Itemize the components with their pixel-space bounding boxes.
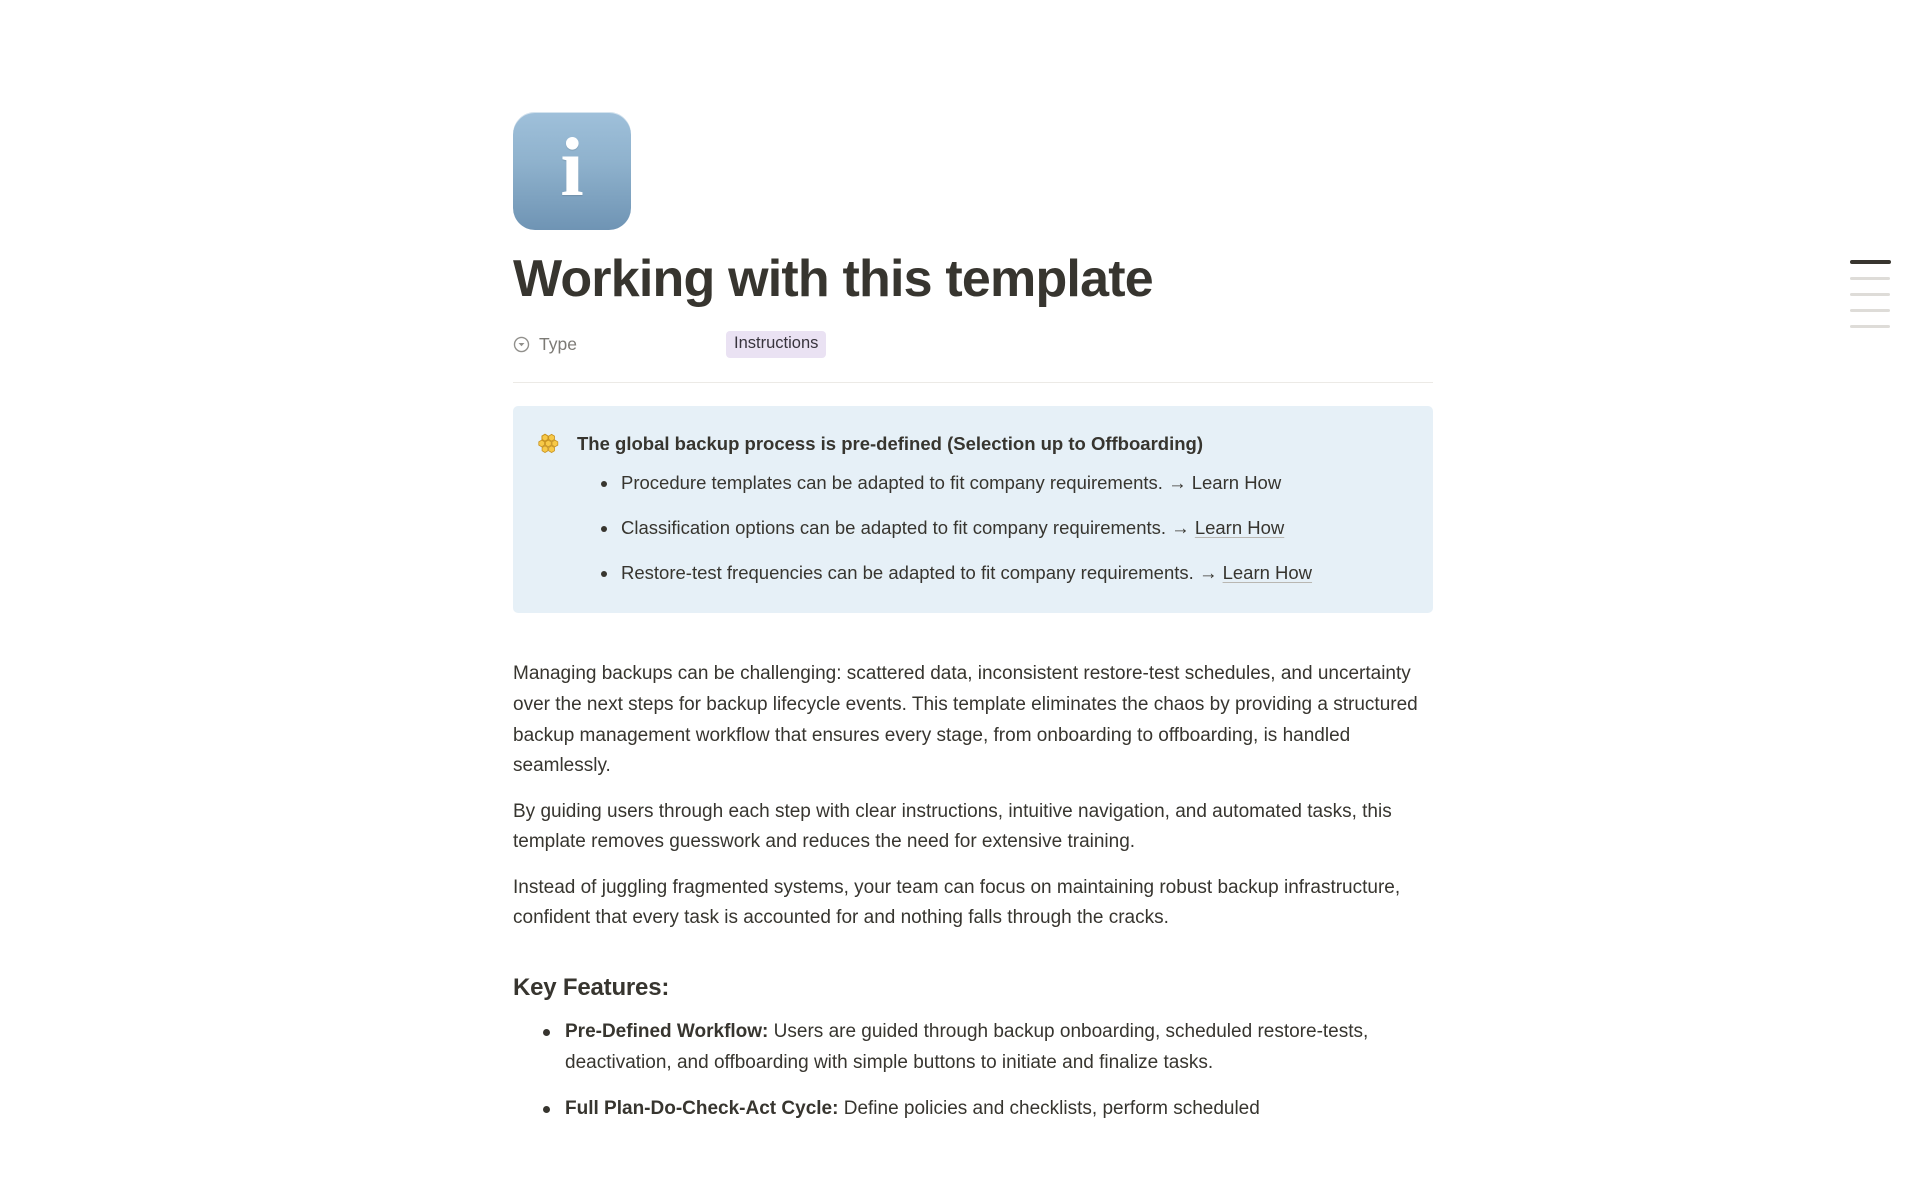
learn-how-text[interactable]: Learn How (1191, 471, 1282, 493)
callout-item-text: Restore-test frequencies can be adapted to fit company requirements. (621, 562, 1199, 584)
callout-list-item (599, 514, 1405, 542)
property-value-type[interactable] (726, 331, 826, 358)
body-text-block (513, 659, 1433, 934)
feature-label: Pre-Defined Workflow: (565, 1021, 769, 1043)
feature-text: Users are guided through backup onboarding, scheduled restore-tests, deactivation, and offboarding with simple buttons to initiate and finalize tasks. (565, 1021, 1369, 1073)
learn-how-link[interactable]: Learn How (1194, 516, 1285, 538)
toc-item[interactable] (1850, 302, 1890, 318)
toc-item[interactable] (1850, 254, 1891, 270)
information-glyph: i (560, 121, 584, 214)
arrow-right-icon: → (1168, 471, 1192, 493)
toc-item[interactable] (1850, 318, 1890, 334)
arrow-right-icon: → (1171, 516, 1195, 538)
property-label-type[interactable] (513, 334, 726, 355)
toc-item[interactable] (1850, 286, 1890, 302)
toc-bar (1850, 309, 1890, 312)
callout-list-item (599, 559, 1405, 587)
key-features-list (513, 1017, 1403, 1125)
section-heading-key-features[interactable]: Key Features: (513, 974, 670, 1002)
toc-bar (1850, 325, 1890, 328)
property-name: Type (539, 333, 577, 354)
status-badge[interactable]: Instructions (726, 331, 826, 358)
paragraph[interactable]: By guiding users through each step with clear instructions, intuitive navigation, and automated tasks, this template removes guesswork and reduces the need for extensive training. (513, 800, 1392, 853)
callout-block (513, 406, 1433, 613)
toc-bar (1850, 293, 1890, 296)
honeycomb-emoji-icon (537, 432, 561, 456)
toc-bar (1850, 277, 1890, 280)
toc-bar (1850, 260, 1891, 264)
paragraph[interactable]: Instead of juggling fragmented systems, your team can focus on maintaining robust backup infrastructure, confident that every task is accounted for and nothing falls through the cracks. (513, 876, 1401, 929)
callout-item-text: Classification options can be adapted to fit company requirements. (621, 516, 1172, 538)
callout-list-item (599, 469, 1405, 497)
information-emoji-icon[interactable] (513, 112, 631, 230)
document-content (513, 0, 1433, 1141)
toc-item[interactable] (1850, 270, 1890, 286)
divider (513, 382, 1433, 383)
list-item (543, 1017, 1403, 1078)
learn-how-link[interactable]: Learn How (1222, 562, 1313, 584)
feature-label: Full Plan-Do-Check-Act Cycle: (565, 1098, 839, 1120)
select-property-icon (513, 336, 530, 353)
callout-header (537, 431, 1405, 457)
callout-bullet-list (537, 469, 1405, 588)
paragraph[interactable]: Managing backups can be challenging: scattered data, inconsistent restore-test schedules, and uncertainty over the next steps for backup lifecycle events. This template eliminates the chaos by providing a structured backup management workflow that ensures every stage, from onboarding to offboarding, is handled seamlessly. (513, 663, 1418, 777)
arrow-right-icon: → (1198, 562, 1223, 584)
table-of-contents-minimap[interactable] (1850, 254, 1910, 334)
list-item (543, 1094, 1403, 1125)
callout-item-text: Procedure templates can be adapted to fit company requirements. (621, 471, 1169, 493)
page-title[interactable]: Working with this template (513, 250, 1153, 308)
feature-text: Define policies and checklists, perform scheduled (838, 1098, 1260, 1120)
callout-title: The global backup process is pre-defined (Selection up to Offboarding) (577, 433, 1203, 455)
property-row-type (513, 328, 1433, 360)
